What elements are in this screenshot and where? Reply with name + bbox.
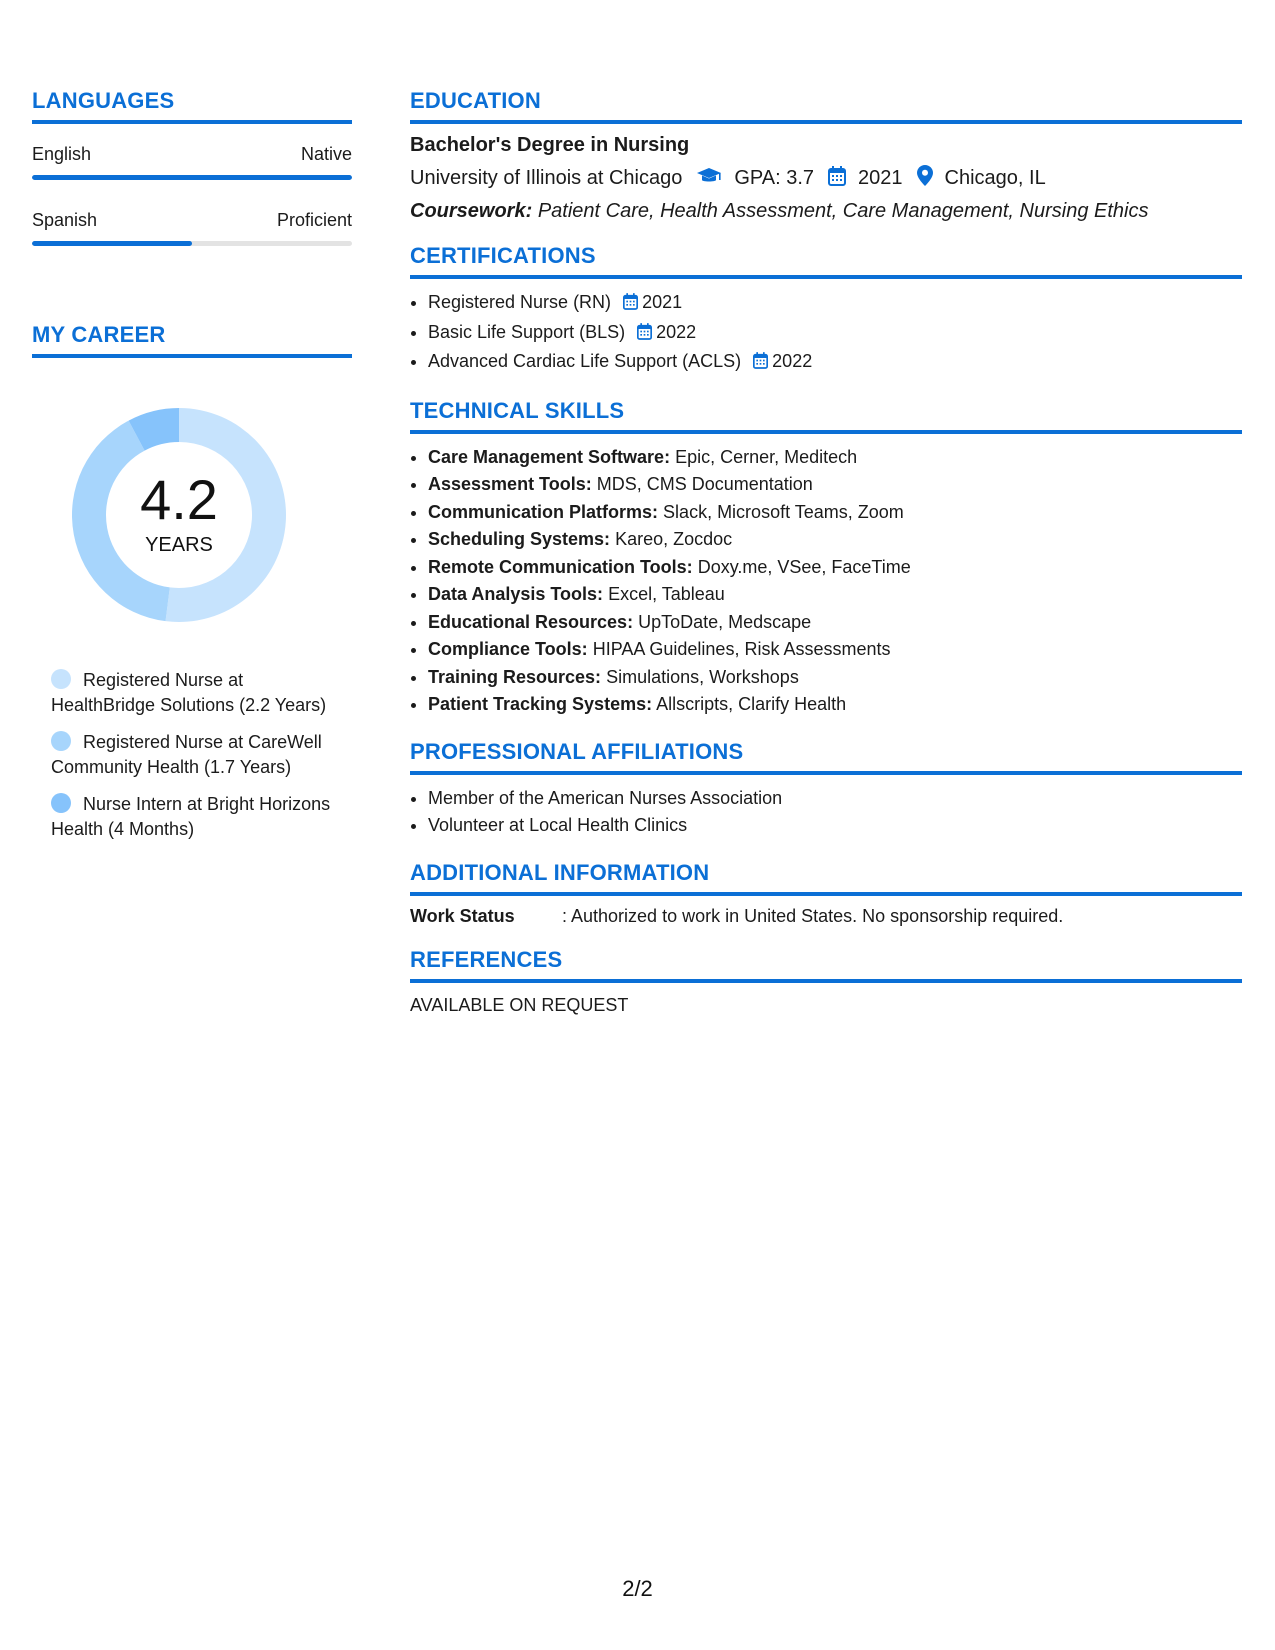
education-year: 2021: [858, 167, 903, 189]
education-school: University of Illinois at Chicago: [410, 167, 683, 189]
skill-label: Compliance Tools:: [428, 639, 588, 659]
education-location: Chicago, IL: [944, 167, 1046, 189]
language-proficiency-fill: [32, 241, 192, 246]
legend-dot: [51, 731, 71, 751]
page-number: 2/2: [622, 1576, 653, 1601]
certification-year: 2021: [642, 292, 683, 312]
languages-heading: LANGUAGES: [32, 88, 352, 124]
certifications-section: [410, 243, 1242, 378]
language-english: [32, 144, 352, 180]
skill-value: Kareo, Zocdoc: [615, 529, 733, 549]
skill-label: Assessment Tools:: [428, 474, 592, 494]
skill-label: Data Analysis Tools:: [428, 584, 604, 604]
skill-label: Care Management Software:: [428, 446, 671, 467]
certification-item: [428, 289, 1242, 319]
career-total-years: 4.2: [140, 468, 218, 531]
skill-label: Training Resources:: [428, 666, 602, 687]
right-column: [410, 88, 1242, 1016]
legend-label: Registered Nurse at HealthBridge Solutions (2.2 Years): [51, 670, 327, 715]
location-pin-icon: [917, 165, 933, 192]
affiliations-heading: PROFESSIONAL AFFILIATIONS: [410, 739, 1242, 775]
coursework-list: Patient Care, Health Assessment, Care Management, Nursing Ethics: [537, 200, 1149, 222]
skill-label: Communication Platforms:: [428, 501, 659, 522]
skill-item: [428, 609, 1242, 637]
skill-value: Epic, Cerner, Meditech: [675, 446, 858, 467]
skill-item: [428, 554, 1242, 582]
certification-year: 2022: [772, 351, 813, 371]
certifications-heading: CERTIFICATIONS: [410, 243, 1242, 279]
legend-label: Registered Nurse at CareWell Community Health (1.7 Years): [51, 732, 322, 777]
career-section: [32, 322, 352, 842]
calendar-icon: [753, 350, 768, 378]
legend-item: [51, 668, 341, 718]
career-total-unit: YEARS: [145, 534, 213, 556]
legend-dot: [51, 669, 71, 689]
certification-name: Registered Nurse (RN): [428, 292, 612, 312]
skills-heading: TECHNICAL SKILLS: [410, 398, 1242, 434]
affiliations-section: [410, 739, 1242, 840]
certification-year: 2022: [656, 321, 697, 342]
career-donut-chart: [64, 400, 294, 630]
skill-value: Allscripts, Clarify Health: [656, 694, 847, 714]
calendar-icon: [828, 166, 846, 192]
additional-heading: ADDITIONAL INFORMATION: [410, 860, 1242, 896]
skills-list: [410, 444, 1242, 719]
education-gpa: GPA: 3.7: [734, 167, 815, 189]
legend-item: [51, 792, 341, 842]
skill-label: Remote Communication Tools:: [428, 556, 693, 577]
donut-center: [64, 468, 294, 557]
calendar-icon: [623, 291, 638, 319]
references-heading: REFERENCES: [410, 947, 1242, 983]
skill-value: UpToDate, Medscape: [638, 611, 812, 632]
education-details: [410, 165, 1242, 192]
skill-value: Simulations, Workshops: [606, 666, 799, 687]
work-status-value: : Authorized to work in United States. No sponsorship required.: [562, 905, 1064, 926]
certification-name: Advanced Cardiac Life Support (ACLS): [428, 351, 742, 371]
language-level: Proficient: [276, 210, 352, 230]
skill-value: Excel, Tableau: [608, 584, 725, 604]
legend-label: Nurse Intern at Bright Horizons Health (4 Months): [51, 794, 331, 839]
left-column: [32, 88, 352, 854]
education-heading: EDUCATION: [410, 88, 1242, 124]
skills-section: [410, 398, 1242, 719]
certifications-list: [410, 289, 1242, 378]
language-name: English: [32, 144, 92, 164]
coursework-label: Coursework:: [410, 200, 533, 222]
career-heading: MY CAREER: [32, 322, 352, 358]
skill-item: [428, 581, 1242, 609]
certification-item: [428, 319, 1242, 349]
education-degree: Bachelor's Degree in Nursing: [410, 134, 690, 156]
language-level: Native: [300, 144, 352, 164]
affiliation-item: • Member of the American Nurses Association: [428, 785, 1242, 813]
skill-label: Educational Resources:: [428, 611, 634, 632]
skill-label: Patient Tracking Systems:: [428, 694, 653, 714]
work-status-row: [410, 906, 1242, 927]
language-proficiency-bar: [32, 241, 352, 246]
language-proficiency-fill: [32, 175, 352, 180]
skill-label: Scheduling Systems:: [428, 529, 611, 549]
skill-item: [428, 471, 1242, 499]
legend-item: [51, 730, 341, 780]
skill-value: HIPAA Guidelines, Risk Assessments: [592, 639, 891, 659]
certification-name: Basic Life Support (BLS): [428, 321, 626, 342]
references-section: [410, 947, 1242, 1016]
skill-item: [428, 636, 1242, 664]
affiliations-list: [410, 785, 1242, 840]
skill-item: [428, 444, 1242, 472]
affiliation-item: • Volunteer at Local Health Clinics: [428, 812, 1242, 840]
skill-value: MDS, CMS Documentation: [596, 474, 813, 494]
work-status-key: Work Status: [410, 905, 515, 926]
references-text: AVAILABLE ON REQUEST: [410, 994, 629, 1015]
skill-value: Doxy.me, VSee, FaceTime: [697, 556, 911, 577]
education-coursework: [410, 200, 1242, 223]
language-proficiency-bar: [32, 175, 352, 180]
career-legend: [51, 668, 341, 842]
skill-item: [428, 526, 1242, 554]
language-name: Spanish: [32, 210, 98, 230]
legend-dot: [51, 793, 71, 813]
skill-item: [428, 664, 1242, 692]
language-spanish: [32, 210, 352, 246]
skill-value: Slack, Microsoft Teams, Zoom: [663, 501, 904, 522]
additional-section: [410, 860, 1242, 927]
skill-item: [428, 499, 1242, 527]
certification-item: [428, 348, 1242, 378]
calendar-icon: [637, 321, 652, 349]
skill-item: [428, 691, 1242, 719]
graduation-cap-icon: [696, 167, 722, 191]
